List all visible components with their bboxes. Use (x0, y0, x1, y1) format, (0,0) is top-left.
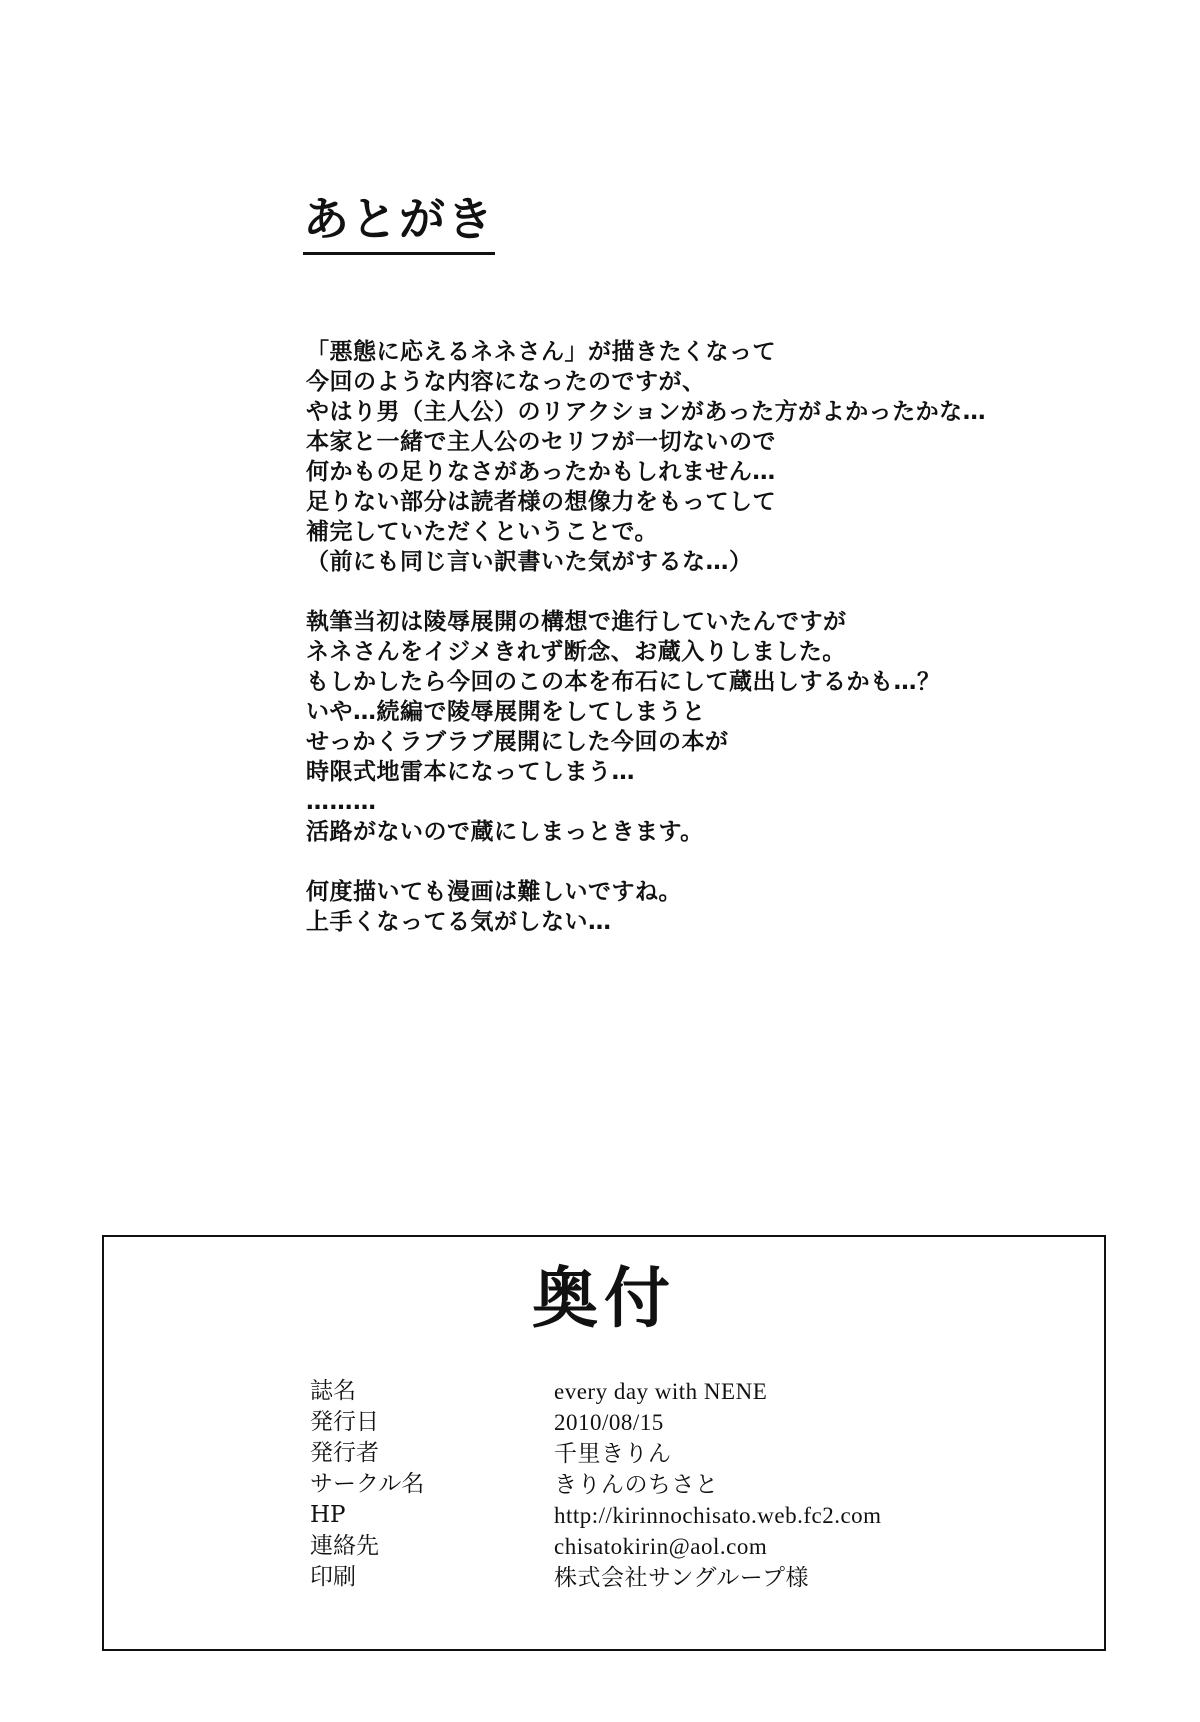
afterword-line: 上手くなってる気がしない… (306, 909, 612, 935)
afterword-blank-line (306, 847, 1106, 877)
afterword-line: 足りない部分は読者様の想像力をもってして (306, 489, 776, 515)
colophon-label: 発行日 (310, 1409, 379, 1435)
afterword-line: せっかくラブラブ展開にした今回の本が (306, 729, 729, 755)
colophon-value: きりんのちさと (554, 1472, 719, 1497)
afterword-line: 補完していただくということで。 (306, 519, 659, 545)
colophon-row-contact (310, 1531, 882, 1562)
afterword-line: 時限式地雷本になってしまう… (306, 759, 635, 785)
colophon-value: 千里きりん (554, 1441, 672, 1466)
colophon-label: 印刷 (310, 1564, 356, 1590)
afterword-blank-line (306, 577, 1106, 607)
colophon-table (310, 1376, 882, 1593)
afterword-line: もしかしたら今回のこの本を布石にして蔵出しするかも…？ (306, 669, 941, 695)
colophon-row-homepage (310, 1500, 882, 1531)
afterword-title: あとがき (303, 196, 495, 255)
afterword-line: ネネさんをイジメきれず断念、お蔵入りしました。 (306, 639, 846, 665)
colophon-value: 2010/08/15 (554, 1410, 664, 1435)
afterword-body (306, 337, 1106, 937)
colophon-row-printer (310, 1562, 882, 1593)
colophon-label: 連絡先 (310, 1533, 379, 1559)
colophon-title: 奥付 (532, 1259, 676, 1337)
afterword-line: 何度描いても漫画は難しいですね。 (306, 879, 682, 905)
colophon-label: 発行者 (310, 1440, 379, 1466)
colophon-value: chisatokirin@aol.com (554, 1534, 768, 1559)
afterword-line: （前にも同じ言い訳書いた気がするな…） (306, 549, 753, 575)
afterword-line: 今回のような内容になったのですが、 (306, 369, 706, 395)
colophon-row-publisher (310, 1438, 882, 1469)
colophon-value: every day with NENE (554, 1379, 768, 1404)
colophon-value: 株式会社サングループ様 (554, 1565, 810, 1590)
colophon-label: 誌名 (310, 1378, 356, 1404)
colophon-row-title (310, 1376, 882, 1407)
afterword-line: やはり男（主人公）のリアクションがあった方がよかったかな… (306, 399, 987, 425)
afterword-line: 「悪態に応えるネネさん」が描きたくなって (306, 339, 776, 365)
afterword-line: ……… (306, 789, 377, 815)
afterword-line: いや…続編で陵辱展開をしてしまうと (306, 699, 706, 725)
colophon-label: サークル名 (310, 1471, 425, 1497)
colophon-row-date (310, 1407, 882, 1438)
colophon-value: http://kirinnochisato.web.fc2.com (554, 1503, 882, 1528)
afterword-line: 何かもの足りなさがあったかもしれません… (306, 459, 776, 485)
colophon-row-circle (310, 1469, 882, 1500)
afterword-line: 活路がないので蔵にしまっときます。 (306, 819, 704, 845)
colophon-label: HP (310, 1502, 346, 1528)
afterword-line: 本家と一緒で主人公のセリフが一切ないので (306, 429, 776, 455)
afterword-line: 執筆当初は陵辱展開の構想で進行していたんですが (306, 609, 847, 635)
colophon-box (102, 1235, 1106, 1651)
